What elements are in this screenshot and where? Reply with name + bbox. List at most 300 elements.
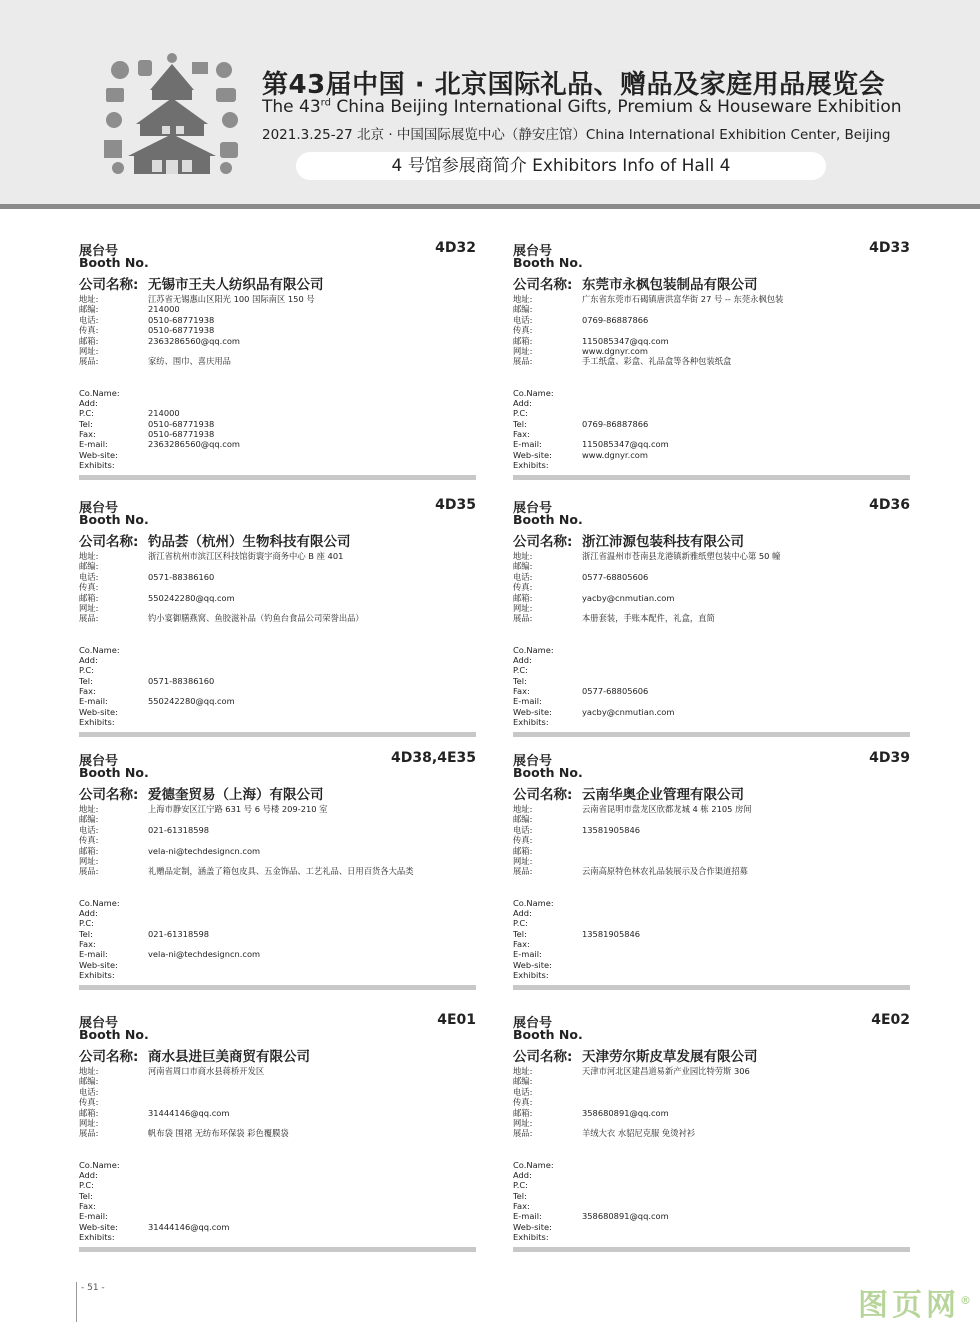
field-label: 网址: [513,855,533,866]
info-row [79,1097,476,1107]
field-label: 地址: [513,551,533,561]
info-row [79,603,476,613]
field-label: 展品: [513,1128,533,1139]
field-label: Add: [513,397,532,408]
company-name: 爱德奎贸易（上海）有限公司 [148,787,324,803]
field-value: 本册套装，手账本配件，礼盒，直简 [582,613,715,624]
field-label: 地址: [79,294,99,304]
field-label: 邮箱: [79,335,99,346]
card-divider [513,732,910,737]
booth-number: 4E01 [437,1012,476,1028]
info-row [513,960,910,970]
info-row [513,582,910,592]
info-row [513,898,910,908]
company-name: 钓品荟（杭州）生物科技有限公司 [148,534,351,550]
exhibitor-card [79,750,476,1000]
field-value: 115085347@qq.com [582,439,669,450]
field-label: Add: [513,907,532,918]
info-row [513,918,910,928]
field-label: Co.Name: [79,897,120,908]
field-value: www.dgnyr.com [582,449,648,460]
field-label: 电话: [79,571,99,582]
hall-title: 4 号馆参展商简介 Exhibitors Info of Hall 4 [296,152,826,180]
field-label: 地址: [79,804,99,814]
booth-label-cn: 展台号 [513,244,553,259]
info-row [79,1191,476,1201]
info-row [513,655,910,665]
info-row [513,356,910,366]
header-divider [0,204,980,209]
field-label: 邮编: [513,561,533,572]
field-value: 手工纸盒、彩盒、礼品盒等各种包装纸盒 [582,356,732,367]
info-row [79,1066,476,1076]
field-label: 邮箱: [513,845,533,856]
exhibitor-card [79,1012,476,1262]
info-row [513,1201,910,1211]
field-label: 展品: [513,613,533,624]
field-label: Exhibits: [79,970,115,981]
exhibitor-card [79,240,476,490]
card-divider [79,1247,476,1252]
company-name: 东莞市永枫包装制品有限公司 [582,277,758,293]
field-label: 邮编: [79,814,99,825]
watermark-logo: 图页网® [858,1288,975,1323]
field-value: 358680891@qq.com [582,1211,669,1222]
info-row [79,1160,476,1170]
field-label: 展品: [79,866,99,877]
info-row [513,846,910,856]
info-row [79,408,476,418]
field-value: 浙江省杭州市滨江区科技馆街寰宇商务中心 B 座 401 [148,551,344,561]
field-label: 邮编: [513,304,533,315]
info-row [79,707,476,717]
info-row [513,1066,910,1076]
field-value: 帆布袋 围裙 无纺布环保袋 彩色覆膜袋 [148,1128,289,1139]
info-row [79,572,476,582]
info-row [79,356,476,366]
info-row [79,460,476,470]
field-label: 电话: [79,314,99,325]
field-label: 邮箱: [79,845,99,856]
field-value: 13581905846 [582,928,641,939]
info-row [513,1211,910,1221]
field-value: 115085347@qq.com [582,335,669,346]
info-row [513,304,910,314]
field-label: Exhibits: [513,1232,549,1243]
field-label: E-mail: [513,696,542,707]
info-row [513,835,910,845]
info-row [513,1128,910,1138]
info-row [513,665,910,675]
booth-label-cn: 展台号 [79,1016,119,1031]
field-label: E-mail: [79,1211,108,1222]
info-row [79,918,476,928]
company-name: 商水县进巨美商贸有限公司 [148,1049,310,1065]
field-label: Tel: [79,418,93,429]
info-row [79,929,476,939]
info-row [79,665,476,675]
field-label: Add: [513,1169,532,1180]
info-row [79,960,476,970]
info-row [513,939,910,949]
info-row [513,1097,910,1107]
field-label: Tel: [513,1190,527,1201]
field-value: 550242280@qq.com [148,696,235,707]
info-row [513,856,910,866]
field-label: 展品: [513,356,533,367]
field-label: Co.Name: [513,387,554,398]
info-row [513,1108,910,1118]
field-label: 展品: [79,613,99,624]
field-label: 电话: [513,571,533,582]
field-label: Web-site: [79,1221,118,1232]
field-label: 电话: [513,1086,533,1097]
info-row [79,346,476,356]
info-row [79,294,476,304]
exhibitor-card [513,750,910,1000]
company-name: 天津劳尔斯皮草发展有限公司 [582,1049,758,1065]
info-rows [513,551,910,728]
booth-number: 4D33 [869,240,910,256]
info-row [79,970,476,980]
info-row [79,388,476,398]
field-label: Fax: [79,686,96,697]
field-label: 展品: [513,866,533,877]
field-label: 传真: [79,325,99,336]
booth-number: 4D35 [435,497,476,513]
info-row [513,814,910,824]
field-label: 电话: [79,824,99,835]
field-value: 0571-88386160 [148,571,215,582]
field-label: 展品: [79,356,99,367]
info-row [513,613,910,623]
field-value: 羊绒大衣 水貂尼克服 免烫衬衫 [582,1128,696,1139]
card-divider [513,475,910,480]
field-label: 邮箱: [513,335,533,346]
info-row [79,304,476,314]
info-row [79,1087,476,1097]
field-value: 550242280@qq.com [148,592,235,603]
info-row [79,561,476,571]
company-label: 公司名称: [79,1049,139,1065]
booth-number: 4E02 [871,1012,910,1028]
info-rows [513,804,910,981]
field-value: 0577-68805606 [582,686,649,697]
info-row [79,1076,476,1086]
booth-number: 4D38,4E35 [391,750,476,766]
company-label: 公司名称: [513,534,573,550]
field-label: E-mail: [79,949,108,960]
field-label: Web-site: [513,1221,552,1232]
field-value: 358680891@qq.com [582,1107,669,1118]
field-label: Exhibits: [513,970,549,981]
info-row [79,1222,476,1232]
field-label: 展品: [79,1128,99,1139]
info-row [513,551,910,561]
field-value: 31444146@qq.com [148,1221,230,1232]
info-row [513,645,910,655]
field-label: 电话: [513,314,533,325]
field-label: 传真: [79,582,99,593]
info-rows [79,804,476,981]
field-label: Web-site: [79,449,118,460]
field-label: Co.Name: [79,1159,120,1170]
info-row [513,686,910,696]
field-label: 电话: [513,824,533,835]
exhibition-logo [100,50,244,178]
exhibitor-card [513,1012,910,1262]
field-label: P.C: [513,665,528,676]
page-number: - 51 - [76,1282,105,1322]
info-row [513,1191,910,1201]
info-row [513,561,910,571]
field-value: 0769-86887866 [582,314,649,325]
field-label: 传真: [79,835,99,846]
field-label: Add: [79,397,98,408]
field-label: 邮编: [79,561,99,572]
info-row [513,1180,910,1190]
field-label: Fax: [79,429,96,440]
info-rows [79,551,476,728]
info-row [513,460,910,470]
field-label: Tel: [513,675,527,686]
company-name: 浙江沛源包装科技有限公司 [582,534,744,550]
info-row [79,686,476,696]
field-label: Tel: [513,418,527,429]
field-label: E-mail: [513,949,542,960]
field-value: 家纺、围巾、喜庆用品 [148,356,231,367]
info-row [79,613,476,623]
field-label: Co.Name: [513,644,554,655]
info-row [79,898,476,908]
company-name: 云南华奥企业管理有限公司 [582,787,744,803]
field-label: 邮编: [79,1076,99,1087]
field-value: 浙江省温州市苍南县龙港镇新雅纸塑包装中心第 50 幢 [582,551,781,561]
booth-label-en: Booth No. [513,765,583,780]
field-label: Add: [79,654,98,665]
booth-label-cn: 展台号 [79,244,119,259]
field-value: yacby@cnmutian.com [582,592,675,603]
field-label: 网址: [513,1117,533,1128]
company-label: 公司名称: [513,277,573,293]
info-rows [79,1066,476,1243]
field-value: 钓小宴御膳燕窝、鱼胶滋补品（钓鱼台食品公司荣誉出品） [148,613,364,624]
field-value: 021-61318598 [148,824,210,835]
field-value: 河南省周口市商水县蒋桥开发区 [148,1066,265,1076]
field-label: Fax: [513,429,530,440]
field-label: 传真: [513,325,533,336]
field-value: 214000 [148,304,180,315]
card-divider [79,475,476,480]
field-label: Fax: [513,686,530,697]
field-label: Tel: [513,928,527,939]
field-label: Web-site: [513,449,552,460]
field-label: 地址: [513,294,533,304]
field-value: 2363286560@qq.com [148,439,240,450]
info-rows [513,294,910,471]
field-label: Exhibits: [513,460,549,471]
info-row [79,825,476,835]
info-row [79,419,476,429]
info-row [513,1160,910,1170]
field-label: Exhibits: [513,717,549,728]
info-row [79,450,476,460]
info-row [79,676,476,686]
info-row [513,593,910,603]
field-label: Tel: [79,675,93,686]
field-label: Exhibits: [79,717,115,728]
booth-label-cn: 展台号 [513,1016,553,1031]
field-label: 邮箱: [513,592,533,603]
card-divider [79,732,476,737]
info-row [79,856,476,866]
field-label: 邮箱: [513,1107,533,1118]
info-row [513,408,910,418]
booth-label-cn: 展台号 [79,501,119,516]
field-label: Add: [513,654,532,665]
field-value: 礼赠品定制，涵盖了箱包皮具、五金饰品、工艺礼品、日用百货各大品类 [148,866,414,877]
field-value: 广东省东莞市石碣镇唐洪富华街 27 号 -- 东莞永枫包装 [582,294,784,304]
booth-label-en: Booth No. [79,765,149,780]
exhibition-date-venue: 2021.3.25-27 北京 · 中国国际展览中心（静安庄馆）China International Exhibition Center, Beijing [262,127,891,143]
info-row [513,429,910,439]
booth-label-cn: 展台号 [513,501,553,516]
company-label: 公司名称: [513,787,573,803]
info-rows [513,1066,910,1243]
field-value: 0510-68771938 [148,429,215,440]
field-label: P.C: [513,408,528,419]
field-value: 0510-68771938 [148,418,215,429]
field-label: Fax: [79,1201,96,1212]
info-row [513,676,910,686]
info-row [79,336,476,346]
company-label: 公司名称: [79,277,139,293]
info-row [513,572,910,582]
info-row [513,1118,910,1128]
info-row [513,439,910,449]
info-row [513,949,910,959]
info-row [513,325,910,335]
exhibition-title-cn: 第43届中国 · 北京国际礼品、赠品及家庭用品展览会 [262,70,886,100]
info-row [79,908,476,918]
booth-label-en: Booth No. [513,1027,583,1042]
info-row [79,804,476,814]
field-label: Fax: [79,939,96,950]
field-label: E-mail: [79,439,108,450]
company-label: 公司名称: [513,1049,573,1065]
company-label: 公司名称: [79,534,139,550]
field-value: 2363286560@qq.com [148,335,240,346]
booth-label-en: Booth No. [513,512,583,527]
field-label: Co.Name: [79,387,120,398]
info-row [513,315,910,325]
booth-label-en: Booth No. [79,1027,149,1042]
info-row [513,717,910,727]
info-row [79,939,476,949]
field-value: 天津市河北区建昌道易新产业园比特劳斯 306 [582,1066,750,1076]
info-row [79,1211,476,1221]
field-label: Tel: [79,928,93,939]
info-row [79,593,476,603]
field-value: vela-ni@techdesigncn.com [148,949,261,960]
company-name: 无锡市王夫人纺织品有限公司 [148,277,324,293]
info-row [79,696,476,706]
field-label: 网址: [79,855,99,866]
info-row [513,336,910,346]
exhibitor-card [513,240,910,490]
field-value: 0510-68771938 [148,314,215,325]
field-value: 上海市静安区江宁路 631 号 6 号楼 209-210 室 [148,804,328,814]
field-value: 云南高原特色林农礼品装展示及合作渠道招募 [582,866,748,877]
info-row [513,346,910,356]
field-label: Web-site: [513,959,552,970]
page-header [0,0,980,204]
exhibition-title-en: The 43rd China Beijing International Gifts, Premium & Houseware Exhibition [262,97,902,117]
field-label: Fax: [513,939,530,950]
field-label: 地址: [513,804,533,814]
info-row [79,645,476,655]
info-row [79,1232,476,1242]
info-row [79,582,476,592]
field-label: 邮编: [513,1076,533,1087]
field-label: Co.Name: [513,1159,554,1170]
field-label: 地址: [513,1066,533,1076]
field-label: Web-site: [79,959,118,970]
field-label: Co.Name: [79,644,120,655]
field-label: P.C: [79,918,94,929]
info-row [513,294,910,304]
info-row [513,866,910,876]
field-label: Add: [79,1169,98,1180]
info-row [513,804,910,814]
field-label: 邮编: [79,304,99,315]
info-row [79,398,476,408]
booth-label-en: Booth No. [513,255,583,270]
info-row [79,1170,476,1180]
field-label: Web-site: [513,706,552,717]
field-label: 地址: [79,551,99,561]
info-row [513,1170,910,1180]
field-label: 邮箱: [79,592,99,603]
field-label: 网址: [79,1117,99,1128]
field-value: 江苏省无锡惠山区阳光 100 国际南区 150 号 [148,294,315,304]
info-row [513,825,910,835]
field-label: 网址: [79,602,99,613]
booth-number: 4D36 [869,497,910,513]
field-value: 0577-68805606 [582,571,649,582]
field-label: Exhibits: [79,460,115,471]
field-label: Tel: [79,1190,93,1201]
field-label: E-mail: [513,439,542,450]
field-value: www.dgnyr.com [582,345,648,356]
info-row [79,866,476,876]
card-divider [513,985,910,990]
info-row [79,1108,476,1118]
booth-label-cn: 展台号 [79,754,119,769]
field-label: P.C: [79,408,94,419]
booth-number: 4D32 [435,240,476,256]
info-rows [79,294,476,471]
field-label: 传真: [513,1097,533,1108]
field-label: 传真: [513,835,533,846]
field-label: 网址: [79,345,99,356]
info-row [513,929,910,939]
info-row [513,707,910,717]
field-label: Exhibits: [79,1232,115,1243]
info-row [79,1128,476,1138]
info-row [513,398,910,408]
info-row [79,1118,476,1128]
